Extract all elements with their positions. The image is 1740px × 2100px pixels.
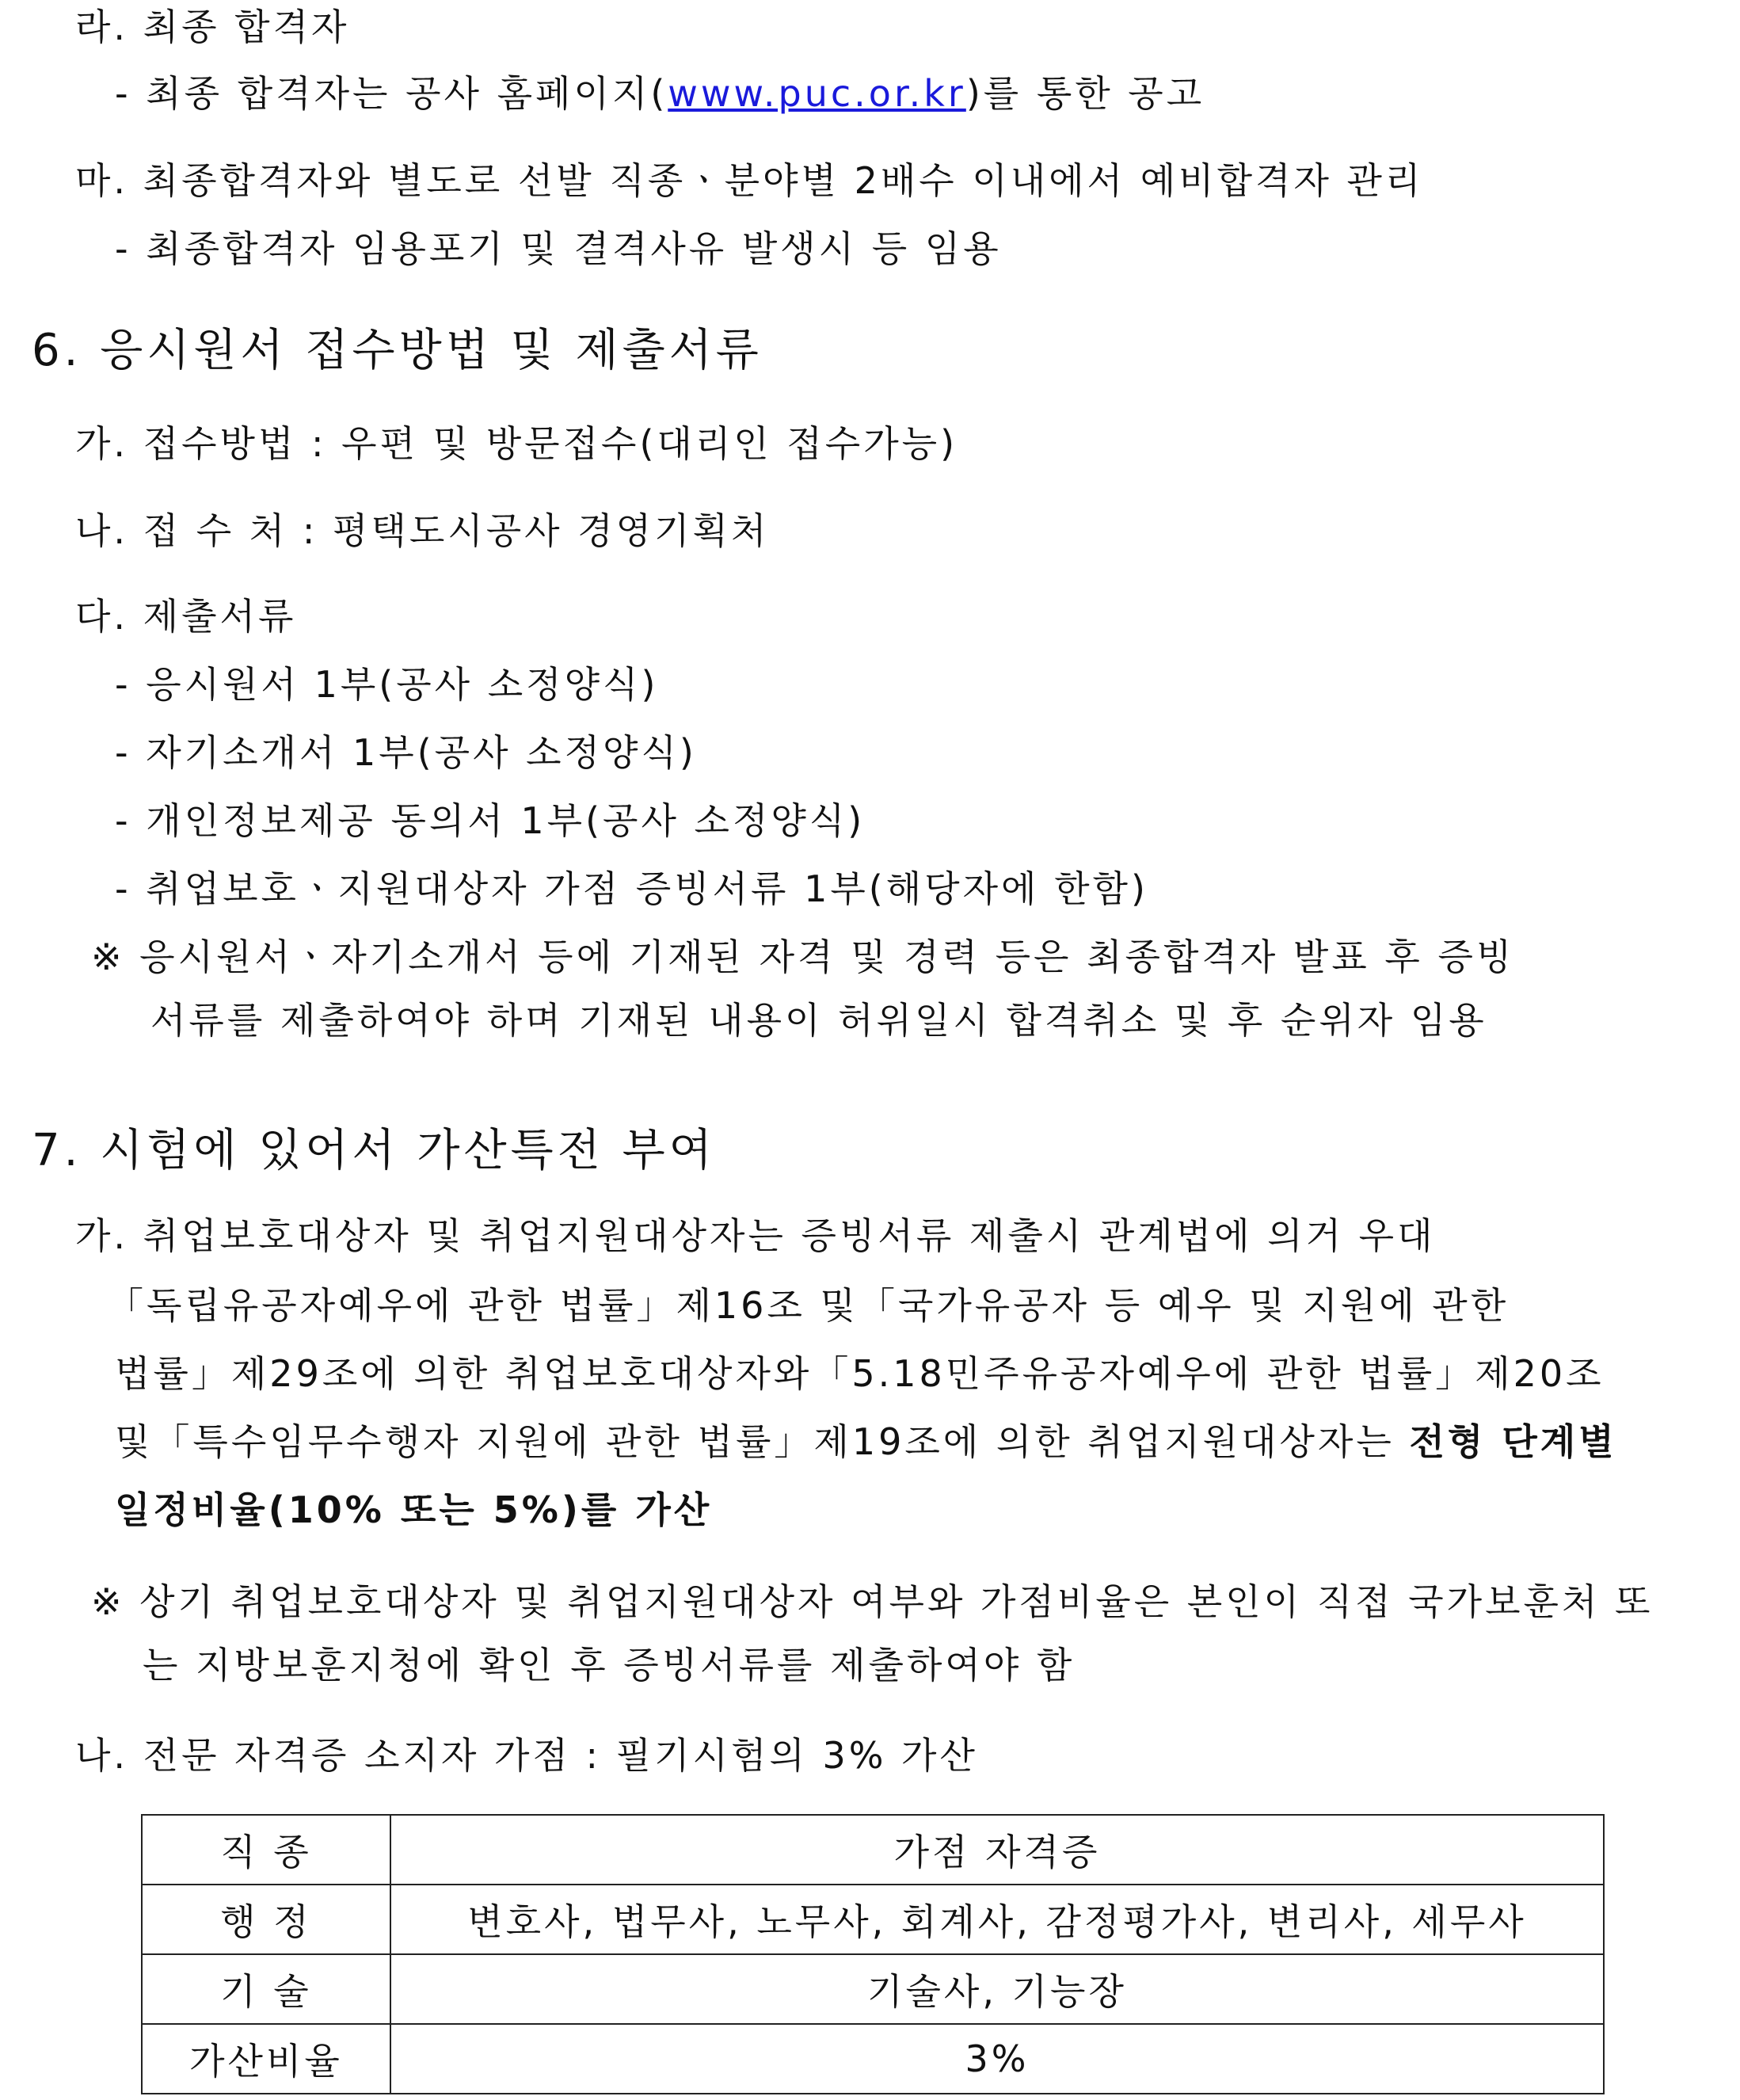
final-pass-notice: [115, 70, 1205, 117]
bonus-note-line-1: ※ 상기 취업보호대상자 및 취업지원대상자 여부와 가점비율은 본인이 직접 국가보훈처 또: [91, 1580, 1654, 1623]
reserve-pass-heading: 마. 최종합격자와 별도로 선발 직종ㆍ분야별 2배수 이내에서 예비합격자 관리: [75, 159, 1424, 202]
bonus-note-line-2: 는 지방보훈지청에 확인 후 증빙서류를 제출하여야 함: [143, 1644, 1076, 1686]
table-cell: 가산비율: [142, 2024, 390, 2094]
final-pass-notice-pre: - 최종 합격자는 공사 홈페이지(: [115, 72, 668, 115]
documents-note-line-2: 서류를 제출하여야 하며 기재된 내용이 허위일시 합격취소 및 후 순위자 임용: [150, 999, 1487, 1042]
certificate-bonus-heading: 나. 전문 자격증 소지자 가점 : 필기시험의 3% 가산: [75, 1734, 978, 1777]
document-item: - 자기소개서 1부(공사 소정양식): [115, 731, 697, 774]
certificate-bonus-table: [141, 1814, 1605, 2094]
reserve-pass-bullet: - 최종합격자 임용포기 및 결격사유 발생시 등 임용: [115, 227, 1002, 270]
law-text-line-3-normal: 및「특수임무수행자 지원에 관한 법률」제19조에 의한 취업지원대상자는: [115, 1420, 1410, 1463]
table-row: [142, 1954, 1604, 2024]
table-header-cell: 직 종: [142, 1815, 390, 1885]
document-item: - 개인정보제공 동의서 1부(공사 소정양식): [115, 799, 866, 842]
documents-heading: 다. 제출서류: [75, 595, 297, 638]
table-row: [142, 1885, 1604, 1954]
section-6-title: 6. 응시원서 접수방법 및 제출서류: [32, 325, 763, 376]
table-cell: 행 정: [142, 1885, 390, 1954]
application-method: 가. 접수방법 : 우편 및 방문접수(대리인 접수가능): [75, 422, 958, 465]
employment-protection-heading: 가. 취업보호대상자 및 취업지원대상자는 증빙서류 제출시 관계법에 의거 우대: [75, 1214, 1436, 1257]
law-text-line-2: 법률」제29조에 의한 취업보호대상자와「5.18민주유공자예우에 관한 법률」제20조: [115, 1352, 1605, 1395]
document-item: - 응시원서 1부(공사 소정양식): [115, 663, 659, 706]
homepage-link[interactable]: www.puc.or.kr: [668, 72, 966, 115]
table-header-row: [142, 1815, 1604, 1885]
law-text-line-4-bold: 일정비율(10% 또는 5%)를 가산: [115, 1488, 713, 1531]
table-row: [142, 2024, 1604, 2094]
table-cell: 기술사, 기능장: [390, 1954, 1604, 2024]
final-pass-heading: 라. 최종 합격자: [75, 6, 350, 48]
documents-note-line-1: ※ 응시원서ㆍ자기소개서 등에 기재된 자격 및 경력 등은 최종합격자 발표 후 증빙: [91, 936, 1515, 978]
table-cell: 기 술: [142, 1954, 390, 2024]
table-cell: 변호사, 법무사, 노무사, 회계사, 감정평가사, 변리사, 세무사: [390, 1885, 1604, 1954]
law-text-line-3: [115, 1418, 1617, 1465]
document-item: - 취업보호ㆍ지원대상자 가점 증빙서류 1부(해당자에 한함): [115, 867, 1148, 910]
table-cell: 3%: [390, 2024, 1604, 2094]
application-office: 나. 접 수 처 : 평택도시공사 경영기획처: [75, 509, 770, 552]
final-pass-notice-post: )를 통한 공고: [965, 72, 1205, 115]
law-text-line-1: 「독립유공자예우에 관한 법률」제16조 및「국가유공자 등 예우 및 지원에 관한: [107, 1284, 1510, 1327]
law-text-line-3-bold: 전형 단계별: [1409, 1420, 1617, 1463]
table-header-cell: 가점 자격증: [390, 1815, 1604, 1885]
section-7-title: 7. 시험에 있어서 가산특전 부여: [32, 1125, 716, 1176]
